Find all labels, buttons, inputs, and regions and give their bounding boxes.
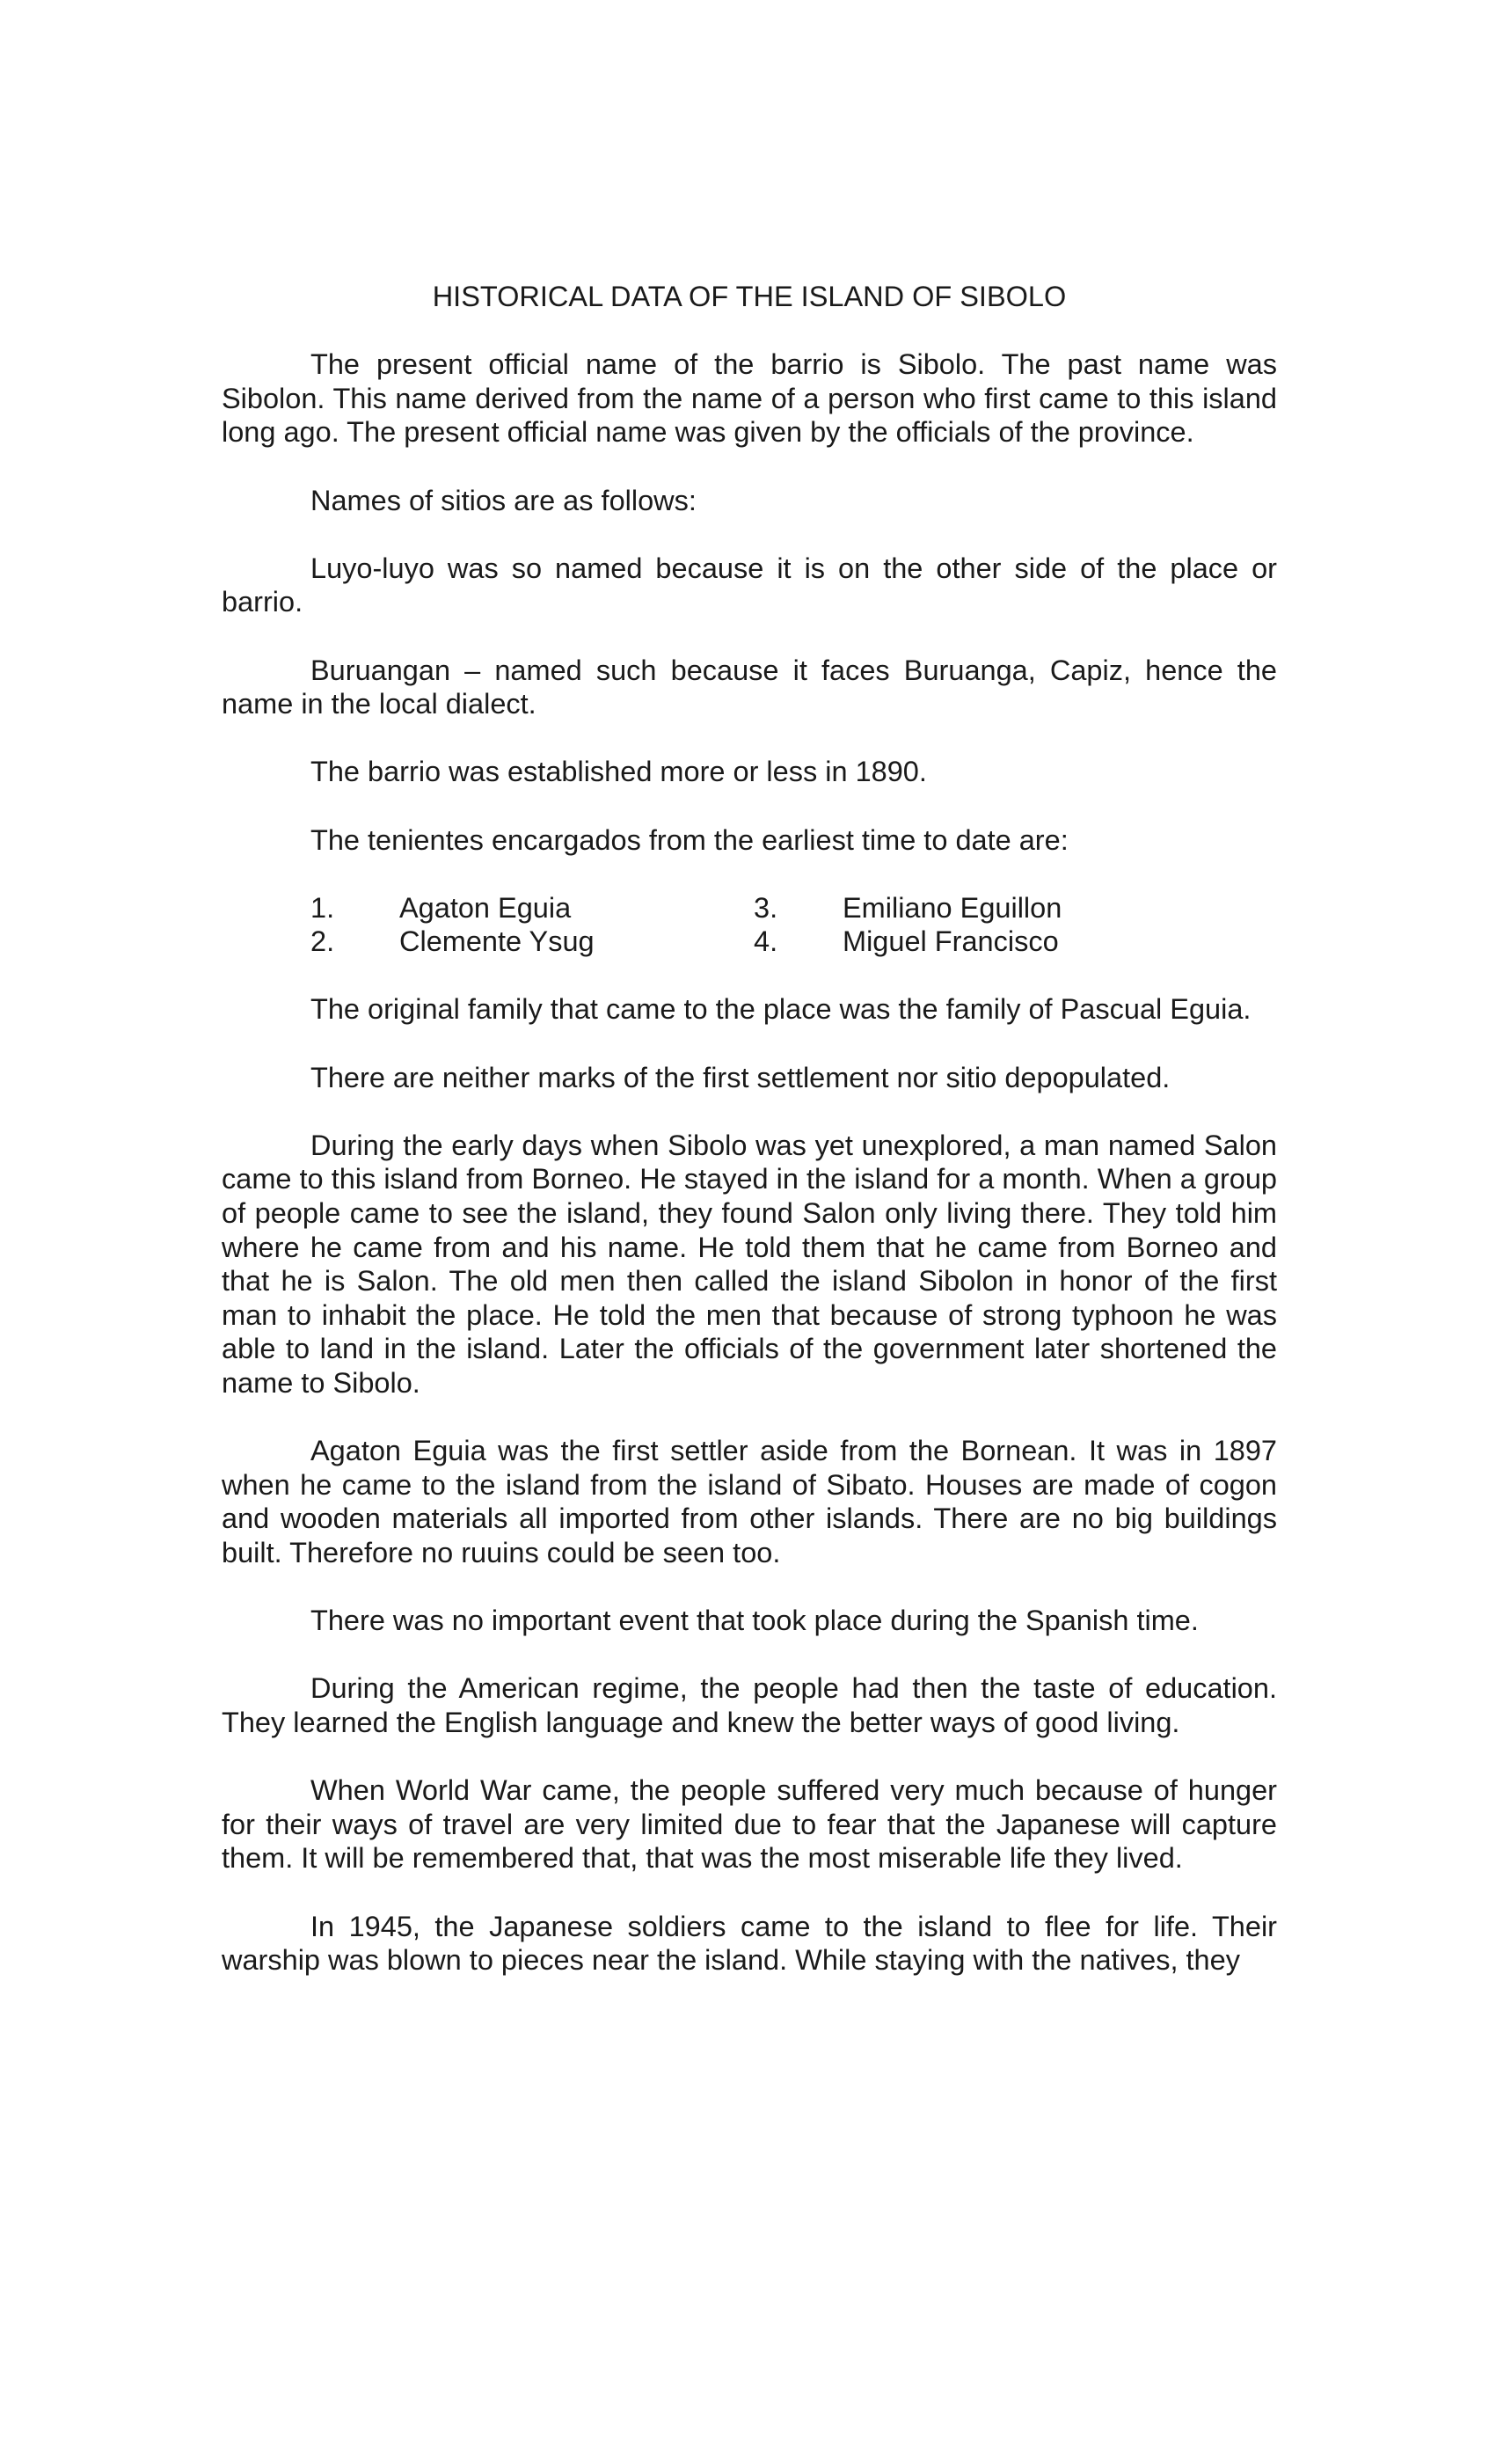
list-item-number: 3. [754,891,778,924]
paragraph-established: The barrio was established more or less in 1890. [310,756,927,788]
paragraph-luyo-luyo: Luyo-luyo was so named because it is on the other side of the place or barrio. [222,552,1277,618]
paragraph-1945-japanese: In 1945, the Japanese soldiers came to the island to flee for life. Their warship was blown to pieces near the island. While staying with the natives, they [222,1910,1277,1977]
paragraph-spanish-time: There was no important event that took place during the Spanish time. [310,1605,1199,1637]
tenientes-list [222,891,1277,959]
paragraph-tenientes-intro: The tenientes encargados from the earliest time to date are: [310,823,1069,856]
paragraph-official-name: The present official name of the barrio is Sibolo. The past name was Sibolon. This name derived from the name of a person who first came to this island long ago. The present official name was given by the officials of the province. [222,348,1277,449]
paragraph-no-marks: There are neither marks of the first settlement nor sitio depopulated. [310,1061,1171,1093]
list-item-number: 1. [310,891,335,924]
list-item-name: Miguel Francisco [843,925,1059,958]
paragraph-original-family: The original family that came to the place was the family of Pascual Eguia. [310,993,1252,1026]
paragraph-buruangan: Buruangan – named such because it faces Buruanga, Capiz, hence the name in the local dialect. [222,654,1277,720]
list-item-name: Emiliano Eguillon [843,891,1062,924]
list-item-name: Agaton Eguia [399,891,572,924]
list-item-number: 2. [310,925,335,958]
list-item-number: 4. [754,925,778,958]
paragraph-first-settler: Agaton Eguia was the first settler aside from the Bornean. It was in 1897 when he came to the island from the island of Sibato. Houses are made of cogon and wooden materials all imported from other islands. There are no big buildings built. Therefore no ruuins could be seen too. [222,1435,1277,1568]
paragraph-world-war: When World War came, the people suffered very much because of hunger for their ways of travel are very limited due to fear that the Japanese will capture them. It will be remembered that, that was the most miserable life they lived. [222,1774,1277,1875]
document-title: HISTORICAL DATA OF THE ISLAND OF SIBOLO [432,281,1067,312]
list-item-name: Clemente Ysug [399,925,595,958]
paragraph-american-regime: During the American regime, the people had then the taste of education. They learned the English language and knew the better ways of good living. [222,1672,1277,1738]
document-page [222,280,1277,1978]
paragraph-salon-legend: During the early days when Sibolo was yet unexplored, a man named Salon came to this island from Borneo. He stayed in the island for a month. When a group of people came to see the island, they found Salon only living there. They told him where he came from and his name. He told them that he came from Borneo and that he is Salon. The old men then called the island Sibolon in honor of the first man to inhabit the place. He told the men that because of strong typhoon he was able to land in the island. Later the officials of the government later shortened the name to Sibolo. [222,1129,1277,1399]
paragraph-sitios-intro: Names of sitios are as follows: [310,484,697,516]
